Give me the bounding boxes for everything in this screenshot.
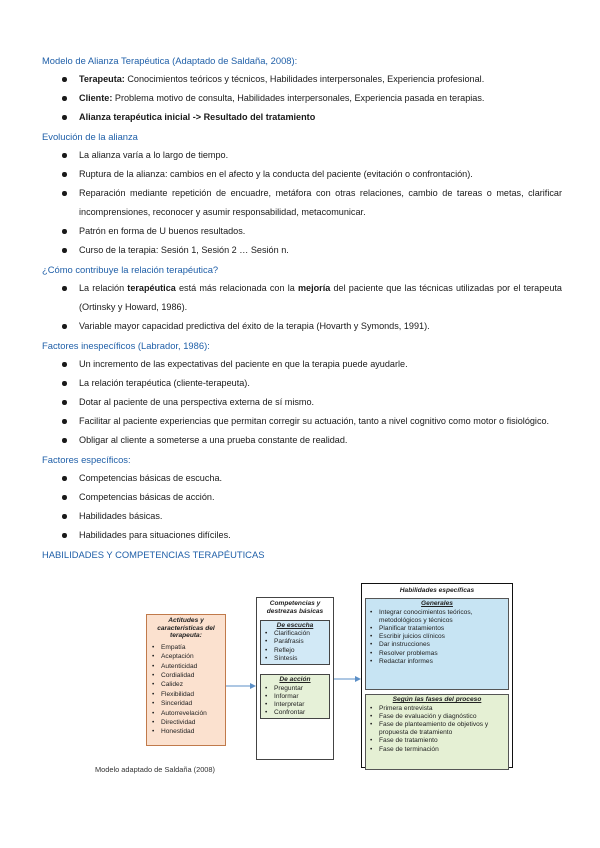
list-item: • Calidez bbox=[151, 680, 221, 689]
list-item: La relación terapéutica (cliente-terapeuta). bbox=[42, 374, 562, 393]
document-content bbox=[42, 51, 562, 564]
competencias-box bbox=[256, 597, 334, 760]
accion-box bbox=[260, 674, 330, 719]
generales-list bbox=[369, 609, 505, 666]
list-item: • Escribir juicios clínicos bbox=[369, 633, 505, 641]
list-item: • Sinceridad bbox=[151, 699, 221, 708]
fases-list bbox=[369, 705, 505, 754]
diagram-caption: Modelo adaptado de Saldaña (2008) bbox=[95, 765, 215, 774]
especificos-list bbox=[42, 469, 562, 545]
generales-title: Generales bbox=[421, 600, 453, 607]
habilidades-title: Habilidades específicas bbox=[399, 587, 475, 594]
escucha-list bbox=[264, 630, 326, 663]
list-item: • Redactar informes bbox=[369, 658, 505, 666]
list-item: • Reflejo bbox=[264, 647, 326, 655]
evolucion-list bbox=[42, 146, 562, 260]
list-item: Variable mayor capacidad predictiva del éxito de la terapia (Hovarth y Symonds, 1991). bbox=[42, 317, 562, 336]
item-text: Problema motivo de consulta, Habilidades interpersonales, Experiencia pasada en terapias. bbox=[112, 93, 485, 103]
item-bold: mejoría bbox=[297, 283, 331, 293]
item-bold: Alianza terapéutica inicial -> Resultado del tratamiento bbox=[79, 112, 316, 122]
list-item: • Fase de tratamiento bbox=[369, 737, 505, 745]
list-item: Un incremento de las expectativas del paciente en que la terapia puede ayudarle. bbox=[42, 355, 562, 374]
generales-box bbox=[365, 598, 509, 690]
item-text: está más relacionada con la bbox=[175, 283, 298, 293]
accion-title: De acción bbox=[279, 676, 311, 683]
escucha-title: De escucha bbox=[276, 621, 314, 629]
list-item: Habilidades para situaciones difíciles. bbox=[42, 526, 562, 545]
list-item: La alianza varía a lo largo de tiempo. bbox=[42, 146, 562, 165]
list-item: • Aceptación bbox=[151, 652, 221, 661]
accion-list bbox=[264, 685, 326, 718]
list-item: • Resolver problemas bbox=[369, 650, 505, 658]
list-item: • Integrar conocimientos teóricos, metodológicos y técnicos bbox=[369, 609, 505, 625]
section-heading-especificos: Factores específicos: bbox=[42, 454, 131, 465]
item-text: La relación bbox=[79, 283, 128, 293]
competencias-title: Competencias y destrezas básicas bbox=[266, 600, 324, 615]
item-bold: Cliente: bbox=[79, 93, 113, 103]
attitudes-list bbox=[151, 643, 221, 737]
list-item: • Directividad bbox=[151, 718, 221, 727]
list-item: • Honestidad bbox=[151, 727, 221, 736]
section-heading-evolucion: Evolución de la alianza bbox=[42, 131, 138, 142]
list-item bbox=[42, 108, 562, 127]
list-item: • Planificar tratamientos bbox=[369, 625, 505, 633]
list-item: Competencias básicas de escucha. bbox=[42, 469, 562, 488]
list-item: • Interpretar bbox=[264, 701, 326, 709]
list-item: • Síntesis bbox=[264, 655, 326, 663]
escucha-box bbox=[260, 620, 330, 665]
contribucion-list bbox=[42, 279, 562, 336]
list-item: Ruptura de la alianza: cambios en el afecto y la conducta del paciente (evitación o confrontación). bbox=[42, 165, 562, 184]
attitudes-title: Actitudes y características del terapeuta: bbox=[157, 617, 215, 640]
section-heading-contribucion: ¿Cómo contribuye la relación terapéutica? bbox=[42, 264, 219, 275]
attitudes-box bbox=[146, 614, 226, 746]
skills-diagram bbox=[146, 583, 516, 768]
fases-title: Según las fases del proceso bbox=[392, 696, 482, 703]
habilidades-box bbox=[361, 583, 513, 768]
section-heading-habilidades: HABILIDADES Y COMPETENCIAS TERAPÉUTICAS bbox=[42, 549, 265, 560]
list-item: • Preguntar bbox=[264, 685, 326, 693]
list-item: Obligar al cliente a someterse a una prueba constante de realidad. bbox=[42, 431, 562, 450]
list-item: • Clarificación bbox=[264, 630, 326, 638]
list-item: • Informar bbox=[264, 693, 326, 701]
list-item: Dotar al paciente de una perspectiva externa de sí mismo. bbox=[42, 393, 562, 412]
item-text: Conocimientos teóricos y técnicos, Habilidades interpersonales, Experiencia profesional. bbox=[124, 74, 485, 84]
fases-box bbox=[365, 694, 509, 770]
item-text: del paciente que las técnicas utilizadas por el terapeuta (Ortinsky y Howard, 1986). bbox=[79, 283, 562, 312]
list-item: • Autenticidad bbox=[151, 662, 221, 671]
section-heading-modelo: Modelo de Alianza Terapéutica (Adaptado de Saldaña, 2008): bbox=[42, 55, 298, 66]
section-heading-inespecificos: Factores inespecíficos (Labrador, 1986): bbox=[42, 340, 210, 351]
item-bold: Terapeuta: bbox=[79, 74, 125, 84]
list-item: Facilitar al paciente experiencias que permitan corregir su actuación, tanto a nivel cognitivo como motor o fisiológico. bbox=[42, 412, 562, 431]
list-item: • Primera entrevista bbox=[369, 705, 505, 713]
list-item: • Fase de terminación bbox=[369, 746, 505, 754]
list-item: • Confrontar bbox=[264, 709, 326, 717]
list-item: Patrón en forma de U buenos resultados. bbox=[42, 222, 562, 241]
list-item: • Cordialidad bbox=[151, 671, 221, 680]
list-item bbox=[42, 279, 562, 317]
list-item: • Fase de evaluación y diagnóstico bbox=[369, 713, 505, 721]
list-item: • Flexibilidad bbox=[151, 690, 221, 699]
list-item bbox=[42, 70, 562, 89]
list-item bbox=[42, 89, 562, 108]
list-item: • Paráfrasis bbox=[264, 638, 326, 646]
list-item: • Autorrevelación bbox=[151, 709, 221, 718]
list-item: Competencias básicas de acción. bbox=[42, 488, 562, 507]
list-item: Curso de la terapia: Sesión 1, Sesión 2 … Sesión n. bbox=[42, 241, 562, 260]
inespecificos-list bbox=[42, 355, 562, 450]
list-item: • Fase de planteamiento de objetivos y propuesta de tratamiento bbox=[369, 721, 505, 737]
modelo-list bbox=[42, 70, 562, 127]
list-item: • Empatía bbox=[151, 643, 221, 652]
list-item: Habilidades básicas. bbox=[42, 507, 562, 526]
list-item: Reparación mediante repetición de encuadre, metáfora con otras relaciones, cambio de tareas o metas, clarificar incomprensiones, reconocer y asumir responsabilidad, metacomunicar. bbox=[42, 184, 562, 222]
list-item: • Dar instrucciones bbox=[369, 641, 505, 649]
item-bold: terapéutica bbox=[127, 283, 176, 293]
